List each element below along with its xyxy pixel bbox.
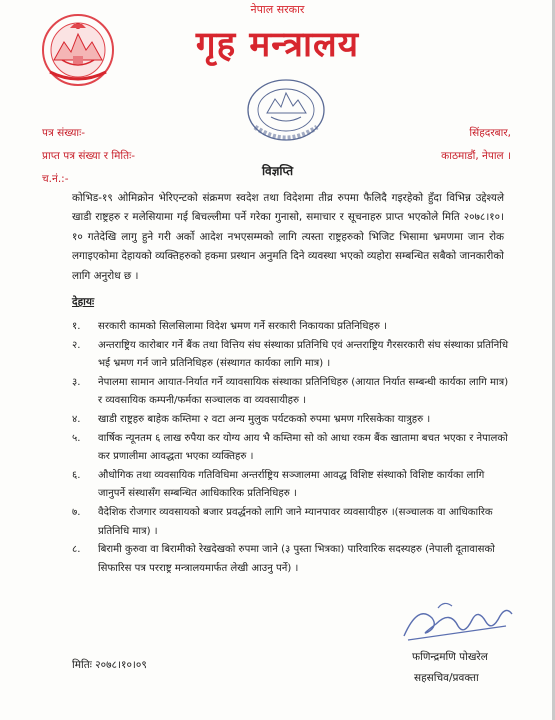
- list-item-text: अन्तराष्ट्रिय कारोबार गर्ने बैंक तथा वित्तिय संघ संस्थाका प्रतिनिधि एवं अन्तराष्ट्रिय गैरसरकारी संघ संस्थाका प्रतिनिधि भई भ्रमण गर्न जाने प्रतिनिधिहरु (संस्थागत कार्यका लागि मात्र) ।: [98, 339, 509, 370]
- address-line-1: सिंहदरबार,: [469, 127, 511, 139]
- list-item: [72, 541, 510, 578]
- handwritten-signature: [398, 596, 516, 644]
- address-line-2: काठमाडौं, नेपाल ।: [441, 150, 511, 162]
- signer-title: सहसचिव/प्रवक्ता: [414, 672, 479, 684]
- list-item: [72, 430, 510, 467]
- letter-number-label: पत्र संख्याः-: [42, 127, 86, 139]
- list-item-text: बिरामी कुरुवा वा बिरामीको रेखदेखको रुपमा जाने (३ पुस्ता भित्रका) पारिवारिक सदस्यहरु (नेपाली दूतावासको सिफारिस पत्र परराष्ट्र मन्त्रालयमार्फत लेखी आउनु पर्ने) ।: [98, 544, 495, 574]
- notice-title: विज्ञप्ति: [261, 164, 294, 178]
- list-item: [72, 504, 510, 541]
- list-item-text: सरकारी कामको सिलसिलामा विदेश भ्रमण गर्ने सरकारी निकायका प्रतिनिधिहरु ।: [98, 321, 387, 332]
- list-item-number: २.: [72, 339, 81, 351]
- eligible-persons-list: [72, 318, 510, 578]
- list-item-number: ७.: [72, 506, 81, 518]
- government-label: नेपाल सरकार: [250, 3, 305, 16]
- received-letter-label: प्राप्त पत्र संख्या र मितिः-: [42, 150, 135, 162]
- list-item: [72, 374, 510, 411]
- list-item-text: वैदेशिक रोजगार व्यवसायको बजार प्रवर्द्धनको लागि जाने म्यानपावर व्यवसायीहरु ।(सञ्चालक वा आधिकारिक प्रतिनिधि मात्र) ।: [98, 506, 493, 537]
- notice-intro: कोभिड-१९ ओमिक्रोन भेरिएन्टको संक्रमण स्वदेश तथा विदेशमा तीव्र रुपमा फैलिदै गइरहेको हुँदा विभिन्न उद्देश्यले खाडी राष्ट्रहरु र मलेसियामा गई बिचल्लीमा पर्ने गरेका गुनासो, समाचार र सूचनाहरु प्राप्त भएकोले मिति २०७८।१०।१० गतेदेखि लागु हुने गरी अर्को आदेश नभएसम्मको लागि त्यस्ता राष्ट्रहरुको भिजिट भिसामा भ्रमणमा जान रोक लगाइएकोमा देहायको व्यक्तिहरुको हकमा प्रस्थान अनुमति दिने व्यवस्था भएको व्यहोरा सम्बन्धित सबैको जानकारीको लागि अनुरोध छ ।: [72, 192, 504, 282]
- list-item: [72, 467, 510, 504]
- details-heading: देहायः: [72, 296, 95, 308]
- ministry-stamp-seal: [243, 75, 329, 145]
- list-item-number: १.: [72, 321, 81, 332]
- list-item-number: ४.: [72, 413, 81, 425]
- list-item: [72, 337, 510, 374]
- list-item-text: वार्षिक न्यूनतम ६ लाख रुपैया कर योग्य आय भै कम्तिमा सो को आधा रकम बैंक खातामा बचत भएका र नेपालको कर प्रणालीमा आवद्धता भएका व्यक्तिहरु ।: [98, 432, 508, 463]
- signer-name: फणिन्द्रमणि पोखरेल: [412, 651, 488, 663]
- list-item-number: ८.: [72, 544, 81, 556]
- list-item-number: ६.: [72, 469, 81, 481]
- list-item: [72, 318, 510, 337]
- dispatch-number-label: च.नं.:-: [42, 173, 69, 185]
- list-item-text: औधोगिक तथा व्यवसायिक गतिविधिमा अन्तर्राष्ट्रिय सञ्जालमा आवद्ध विशिष्ट संस्थाको विशिष्ट कार्यका लागि जानुपर्ने संस्थासँग सम्बन्धित आधिकारिक प्रतिनिधिहरु ।: [98, 469, 485, 500]
- list-item-number: ३.: [72, 376, 81, 388]
- list-item-text: खाडी राष्ट्रहरु बाहेक कम्तिमा २ वटा अन्य मुलुक पर्यटकको रुपमा भ्रमण गरिसकेका यात्रुहरु ।: [98, 413, 431, 425]
- list-item-number: ५.: [72, 432, 81, 444]
- list-item: [72, 411, 510, 430]
- ministry-title: गृह मन्त्रालय: [195, 24, 360, 65]
- list-item-text: नेपालमा सामान आयात-निर्यात गर्ने व्यावसायिक संस्थाका प्रतिनिधिहरु (आयात निर्यात सम्बन्धी कार्यका लागि मात्र) र व्यवसायिक कम्पनी/फर्मका सञ्चालक वा व्यवसायीहरु ।: [98, 376, 509, 407]
- issue-date: मितिः २०७८।१०।०९: [72, 659, 147, 671]
